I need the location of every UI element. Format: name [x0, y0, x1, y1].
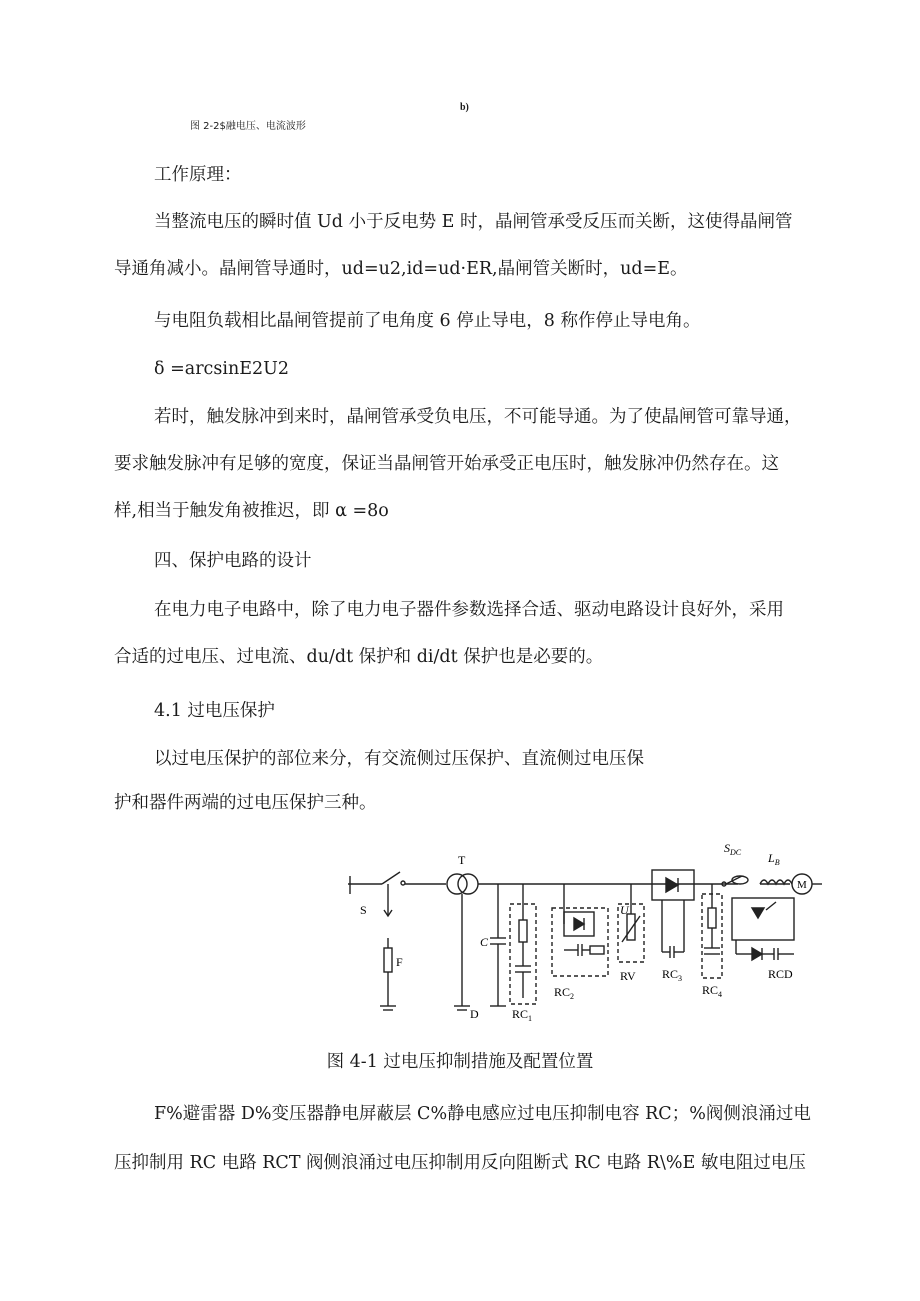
- overvoltage-circuit-diagram: [340, 838, 822, 1022]
- paragraph-line: 合适的过电压、过电流、du/dt 保护和 di/dt 保护也是必要的。: [114, 647, 604, 667]
- label-u: U: [620, 903, 629, 917]
- paragraph-line: 压抑制用 RC 电路 RCT 阀侧浪涌过电压抑制用反向阻断式 RC 电路 R\%E 敏电阻过电压: [114, 1153, 806, 1173]
- section-heading-4: 四、保护电路的设计: [154, 551, 312, 571]
- label-s: S: [360, 903, 367, 917]
- label-rcd: RCD: [768, 967, 793, 981]
- figure-caption-top: 图 2-2$融电压、电流波形: [190, 121, 306, 132]
- label-rv: RV: [620, 969, 636, 983]
- label-rc2: $RC_2$: [554, 985, 575, 1001]
- paragraph-line: 当整流电压的瞬时值 Ud 小于反电势 E 时，晶闸管承受反压而关断，这使得晶闸管: [154, 212, 793, 232]
- paragraph-line: 在电力电子电路中，除了电力电子器件参数选择合适、驱动电路设计良好外，采用: [154, 600, 784, 620]
- label-m: M: [797, 879, 807, 891]
- label-rc4: $RC_4$: [702, 983, 723, 999]
- paragraph-working-principle: 工作原理：: [154, 165, 242, 185]
- label-rc3: $RC_3$: [662, 967, 683, 983]
- paragraph-line: F%避雷器 D%变压器静电屏蔽层 C%静电感应过电压抑制电容 RC；%阀侧浪涌过电: [154, 1104, 811, 1124]
- label-c: C: [480, 935, 489, 949]
- paragraph-line: 若时，触发脉冲到来时，晶闸管承受负电压，不可能导通。为了使晶闸管可靠导通，: [154, 407, 802, 427]
- label-d: D: [470, 1007, 479, 1021]
- formula-delta: δ =arcsinE2U2: [154, 359, 290, 379]
- paragraph-line: 样,相当于触发角被推迟，即 α =8o: [114, 501, 389, 521]
- paragraph-line: 以过电压保护的部位来分，有交流侧过压保护、直流侧过电压保: [154, 749, 644, 769]
- section-heading-4-1: 4.1 过电压保护: [154, 701, 275, 721]
- label-t: T: [458, 853, 466, 867]
- paragraph-line: 护和器件两端的过电压保护三种。: [114, 793, 377, 813]
- figure-sublabel: b): [460, 102, 469, 113]
- label-lb: $L_B$: [768, 851, 780, 867]
- paragraph-line: 要求触发脉冲有足够的宽度，保证当晶闸管开始承受正电压时，触发脉冲仍然存在。这: [114, 454, 779, 474]
- figure-caption: 图 4-1 过电压抑制措施及配置位置: [326, 1052, 594, 1072]
- paragraph-line: 导通角减小。晶闸管导通时，ud=u2,id=ud·ER,晶闸管关断时，ud=E。: [114, 259, 688, 279]
- label-rc1: $RC_1$: [512, 1007, 533, 1022]
- label-f: F: [396, 955, 403, 969]
- label-sdc: $S_{DC}$: [724, 841, 742, 857]
- paragraph-line: 与电阻负载相比晶闸管提前了电角度 6 停止导电，8 称作停止导电角。: [154, 311, 701, 331]
